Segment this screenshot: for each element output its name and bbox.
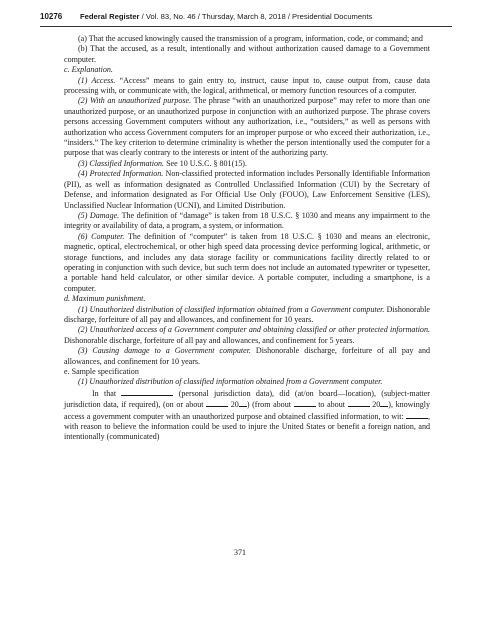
paragraph-access: (1) Access. “Access” means to gain entry to, instruct, cause input to, cause output from, cause data processing with, or communicate with, the logical, arithmetical, or memory function resources of a computer. xyxy=(64,75,431,96)
specification-title: (1) Unauthorized distribution of classified information obtained from a Government computer. xyxy=(78,377,383,387)
heading-maximum-punishment: d. Maximum punishment. xyxy=(64,294,146,304)
running-header xyxy=(40,11,460,23)
blank-date-3 xyxy=(348,399,370,407)
paragraph-computer: (6) Computer. The definition of “computer” is taken from 18 U.S.C. § 1030 and means an electronic, magnetic, optical, electrochemical, or other high speed data processing device performing logical, arithmetic, or storage functions, and includes any data storage facility or communications facility directly related to or operating in conjunction with such device, but such term does not include an automated typewriter or typesetter, a portable hand held calculator, or other similar device. A portable computer, including a smartphone, is a computer. xyxy=(64,231,430,293)
specification-text: In that (personal jurisdiction data), did (at/on board—location), (subject-matter jurisdiction data, if required), (on or about 20 ) (from about to about 20 ), knowingly access a government computer with an unauthorized purpose and obtained classified information, to wit: , with reason to believe the information could be used to injure the United States or benefit a foreign nation, and intentionally (communicated) xyxy=(64,388,431,442)
publication-line xyxy=(80,11,372,23)
element-b: (b) That the accused, as a result, intentionally and without authorization caused damage to a Government computer. xyxy=(64,44,430,64)
blank-year-1 xyxy=(239,399,247,407)
blank-date-2 xyxy=(294,399,316,407)
page-number: 10276 xyxy=(40,12,63,21)
issue-details: / Vol. 83, No. 46 / Thursday, March 8, 2018 / Presidential Documents xyxy=(139,12,373,21)
paragraph-damage: (5) Damage. The definition of “damage” is taken from 18 U.S.C. § 1030 and means any impairment to the integrity or availability of data, a program, a system, or information. xyxy=(64,210,430,231)
punishment-damage: (3) Causing damage to a Government computer. Dishonorable discharge, forfeiture of all pay and allowances, and confinement for 10 years. xyxy=(64,346,431,366)
page-footer-number: 371 xyxy=(234,548,246,557)
heading-sample-specification: e. Sample specification xyxy=(64,367,139,376)
blank-name xyxy=(121,388,173,396)
heading-explanation: c. Explanation. xyxy=(64,65,113,75)
header-rule xyxy=(40,26,452,27)
element-a: (a) That the accused knowingly caused the transmission of a program, information, code, or command; and xyxy=(78,34,423,43)
document-body xyxy=(64,34,430,443)
publication-name: Federal Register xyxy=(80,12,140,21)
punishment-distribution: (1) Unauthorized distribution of classified information obtained from a Government computer. Dishonorable discharge, forfeiture of all pay and allowances, and confinement for 10 years. xyxy=(64,304,430,324)
blank-date-1 xyxy=(206,399,228,407)
punishment-access: (2) Unauthorized access of a Government computer and obtaining classified or other protected information. Dishonorable discharge, forfeiture of all pay and allowances, and confinement for 5 years. xyxy=(64,325,430,345)
blank-information xyxy=(406,411,428,419)
paragraph-unauthorized-purpose: (2) With an unauthorized purpose. The phrase “with an unauthorized purpose” may refer to more than one unauthorized purpose, or an unauthorized purpose in conjunction with an authorized purpose. The phrase covers persons accessing Government computers without any authorization, i.e., “outsiders,” as well as persons with authorization who access Government computers for an improper purpose or who exceed their authorization, i.e., “insiders.” The key criterion to determine criminality is whether the person intentionally used the computer for a purpose that was clearly contrary to the interests or intent of the authorizing party. xyxy=(64,96,431,158)
paragraph-classified-information: (3) Classified Information. See 10 U.S.C. § 801(15). xyxy=(78,158,247,168)
paragraph-protected-information: (4) Protected Information. Non-classified protected information includes Personally Identifiable Information (PII), as well as information designated as Controlled Unclassified Information (CUI) by the Secretary of Defense, and information designated as For Official Use Only (FOUO), Law Enforcement Sensitive (LES), Unclassified Nuclear Information (UCNI), and Limited Distribution. xyxy=(64,169,430,210)
